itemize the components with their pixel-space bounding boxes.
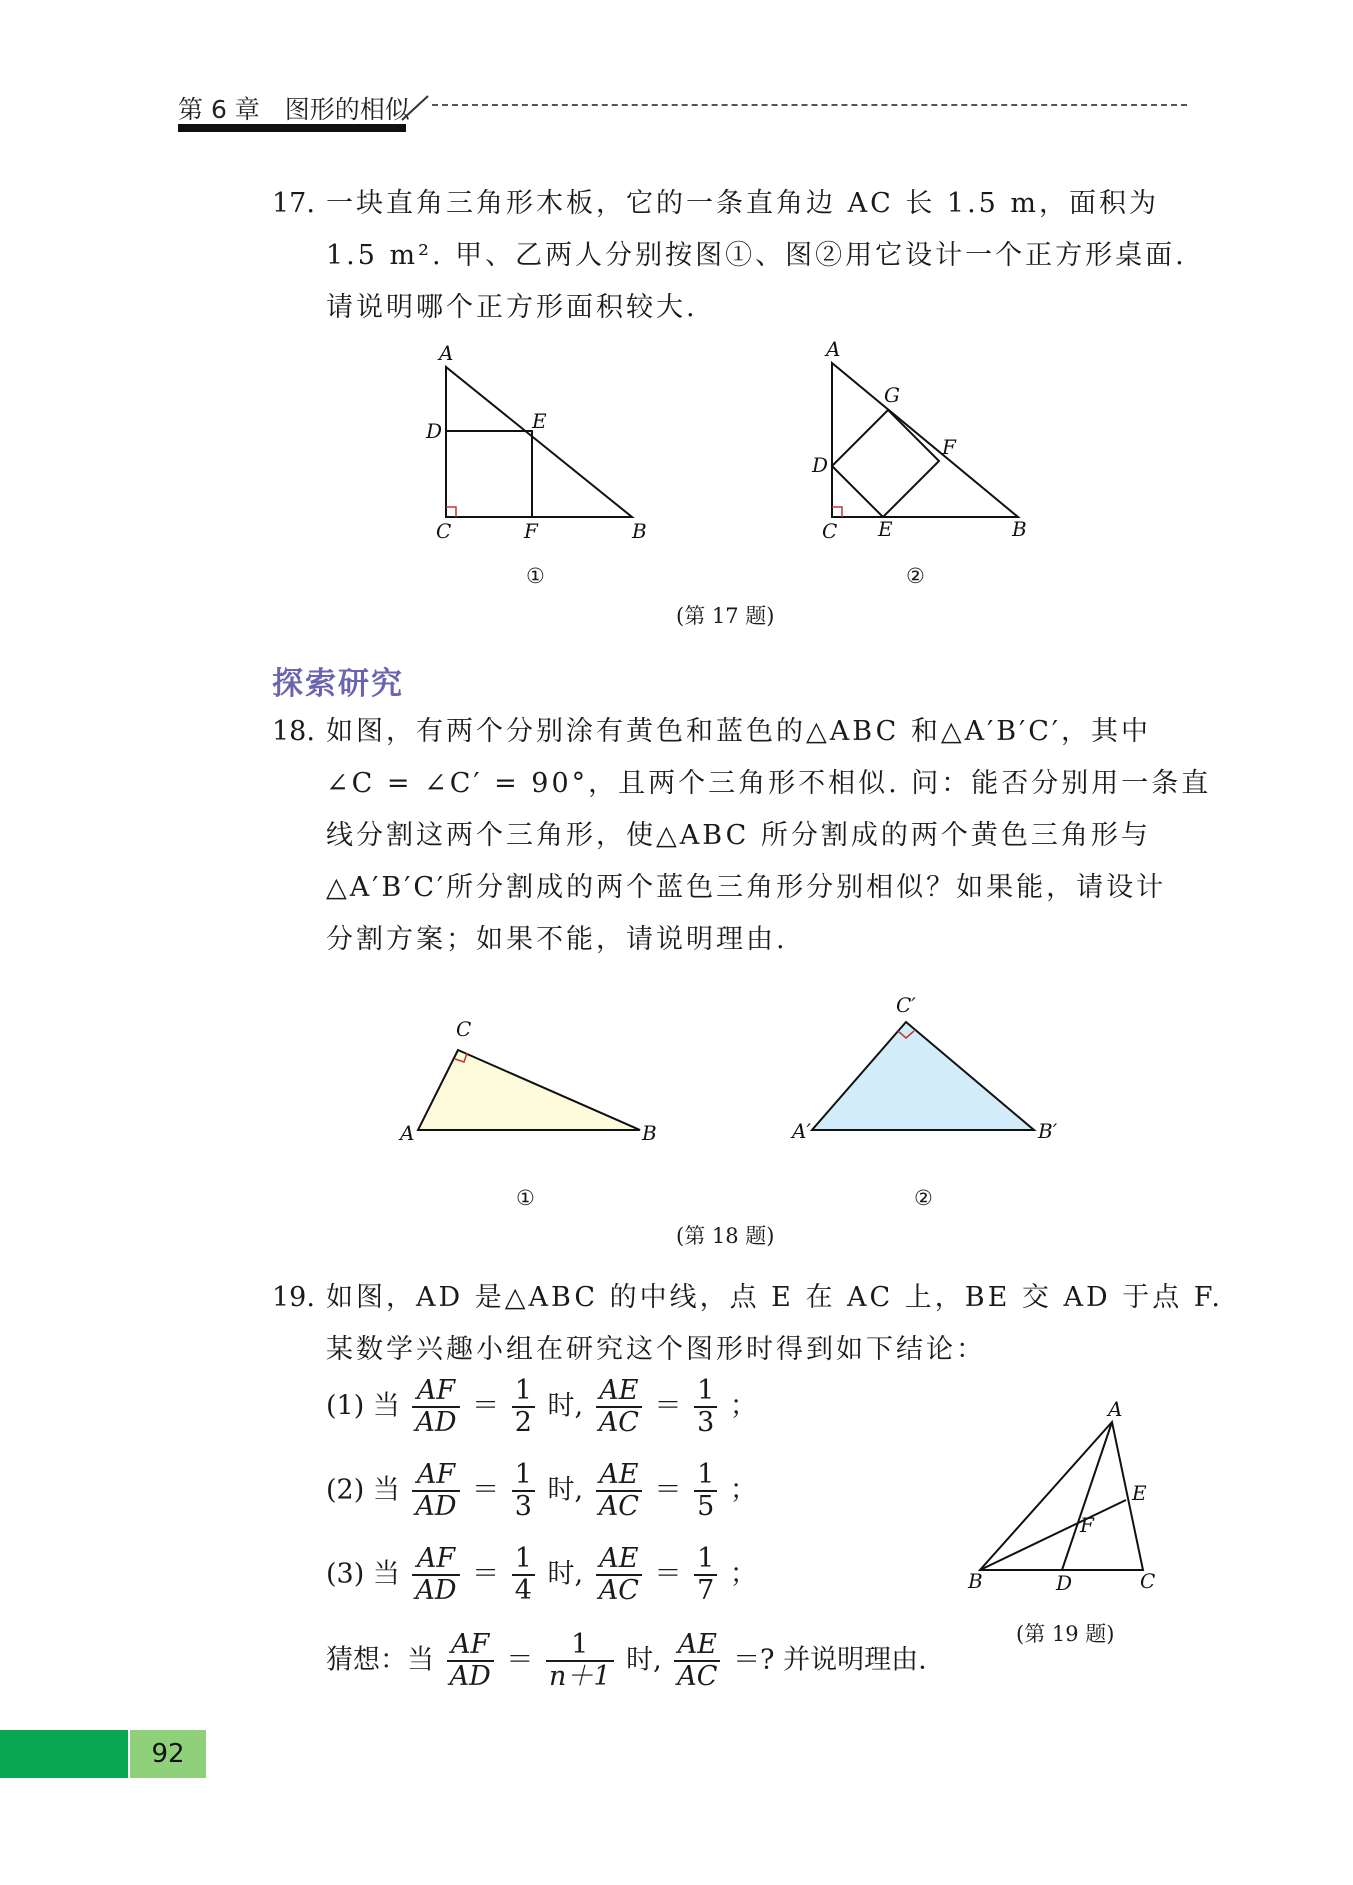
frac-den: 7 [697,1575,715,1606]
q17-figure-1-label: ① [526,564,545,588]
q18-figure-1 [392,1006,672,1156]
frac-den: 2 [514,1407,532,1438]
point-label: C [1140,1569,1156,1593]
frac-den: 3 [697,1407,715,1438]
q17-number: 17. [272,188,315,219]
frac-den: AD [415,1407,457,1438]
frac-den: AC [598,1491,639,1522]
point-label: D [812,453,829,477]
section-heading: 探索研究 [272,666,404,702]
point-label: E [1132,1481,1147,1505]
q17-line1: 一块直角三角形木板，它的一条直角边 AC 长 1.5 m，面积为 [326,188,1160,219]
case-mid: 时, [547,1474,584,1506]
blue-triangle [812,1022,1034,1130]
frac-num: 1 [694,1460,717,1492]
point-label: B [642,1121,657,1145]
case-label: (2) 当 [326,1474,400,1506]
q19-figure [960,1400,1170,1600]
q19-number: 19. [272,1282,315,1313]
yellow-triangle [418,1050,640,1130]
square-defc [446,431,532,517]
case-end: ； [729,1390,757,1422]
q18-line3: 线分割这两个三角形，使△ABC 所分割成的两个黄色三角形与 [326,820,1151,851]
point-label: A [400,1121,415,1145]
q17-line2: 1.5 m². 甲、乙两人分别按图①、图②用它设计一个正方形桌面. [326,240,1187,271]
frac-num: 1 [546,1630,614,1662]
frac-den: n＋1 [548,1661,611,1692]
q17-figure-2 [806,340,1046,540]
case-label: (1) 当 [326,1390,400,1422]
q17-figure-1 [420,340,660,540]
square-defg [832,410,939,517]
point-label: F [1080,1513,1094,1537]
point-label: A [1108,1400,1123,1421]
point-label: C [822,519,838,540]
frac-den: AD [415,1491,457,1522]
frac-num: AE [596,1460,642,1492]
guess-end: ＝? 并说明理由. [733,1644,927,1676]
guess-mid: 时, [626,1644,662,1676]
frac-num: 1 [694,1544,717,1576]
point-label: C [456,1017,472,1041]
q18-figure-2-label: ② [914,1186,933,1210]
frac-den: 4 [514,1575,532,1606]
frac-num: AE [596,1544,642,1576]
point-label: F [524,519,538,540]
q18-caption: (第 18 题) [676,1224,775,1248]
frac-num: AE [596,1376,642,1408]
case-mid: 时, [547,1390,584,1422]
segment-be [980,1500,1126,1570]
frac-den: AD [415,1575,457,1606]
frac-den: 3 [514,1491,532,1522]
frac-num: AF [447,1630,494,1662]
point-label: C [436,519,452,540]
triangle-abc [980,1422,1143,1570]
q18-line1: 如图，有两个分别涂有黄色和蓝色的△ABC 和△A′B′C′，其中 [326,716,1151,747]
frac-num: 1 [512,1544,535,1576]
page-number-bar [0,1730,128,1778]
q18-line2: ∠C = ∠C′ = 90°，且两个三角形不相似. 问：能否分别用一条直 [326,768,1212,799]
header-underline-bar [178,124,406,132]
frac-den: AC [598,1575,639,1606]
right-angle-mark [832,507,842,517]
frac-num: AE [674,1630,720,1662]
point-label: B′ [1038,1119,1058,1143]
q18-figure-1-label: ① [516,1186,535,1210]
point-label: D [1056,1571,1073,1595]
page-number: 92 [151,1739,185,1769]
point-label: E [532,409,547,433]
q19-line1: 如图，AD 是△ABC 的中线，点 E 在 AC 上，BE 交 AD 于点 F. [326,1282,1223,1313]
q17-caption: (第 17 题) [676,604,775,628]
q19-case-1: (1) 当 $\frac{AF}{AD}$ ＝ $\frac{1}{2}$ 时, $\frac{AE}{AC}$ ＝ $\frac{1}{3}$ ； [326,1375,757,1438]
q19-caption: (第 19 题) [1016,1622,1115,1646]
point-label: G [884,383,900,407]
point-label: B [1012,517,1027,540]
q19-case-3: (3) 当 $\frac{AF}{AD}$ ＝ $\frac{1}{4}$ 时, $\frac{AE}{AC}$ ＝ $\frac{1}{7}$ ； [326,1543,757,1606]
q18-number: 18. [272,716,315,747]
chapter-header: 第 6 章 图形的相似 [178,95,410,124]
frac-num: 1 [512,1376,535,1408]
frac-den: AD [449,1661,491,1692]
q19-conjecture: 猜想：当 $\frac{AF}{AD}$ ＝ $\frac{1}{n+1}$ 时, $\frac{AE}{AC}$ ＝? 并说明理由. [326,1629,927,1692]
median-ad [1062,1422,1112,1570]
point-label: A [826,340,841,361]
frac-num: AF [412,1544,459,1576]
q17-line3: 请说明哪个正方形面积较大. [326,292,698,323]
frac-num: 1 [694,1376,717,1408]
frac-num: 1 [512,1460,535,1492]
frac-den: AC [598,1407,639,1438]
header-dashed-rule [432,104,1187,106]
guess-label: 猜想：当 [326,1644,434,1676]
point-label: B [968,1569,983,1593]
point-label: B [632,519,647,540]
point-label: A′ [792,1119,811,1143]
point-label: E [878,517,893,540]
q18-line5: 分割方案；如果不能，请说明理由. [326,924,788,955]
case-label: (3) 当 [326,1558,400,1590]
point-label: F [942,435,956,459]
frac-den: AC [677,1661,718,1692]
frac-num: AF [412,1460,459,1492]
right-angle-mark [446,507,456,517]
case-end: ； [729,1558,757,1590]
header-slash [398,92,432,122]
case-mid: 时, [547,1558,584,1590]
frac-den: 5 [697,1491,715,1522]
q18-figure-2 [776,990,1076,1150]
case-end: ； [729,1474,757,1506]
q17-figure-2-label: ② [906,564,925,588]
frac-num: AF [412,1376,459,1408]
point-label: D [426,419,443,443]
q18-line4: △A′B′C′所分割成的两个蓝色三角形分别相似？如果能，请设计 [326,872,1167,903]
q19-line2: 某数学兴趣小组在研究这个图形时得到如下结论： [326,1334,986,1365]
point-label: C′ [896,993,916,1017]
triangle-abc [446,367,632,517]
q19-case-2: (2) 当 $\frac{AF}{AD}$ ＝ $\frac{1}{3}$ 时, $\frac{AE}{AC}$ ＝ $\frac{1}{5}$ ； [326,1459,757,1522]
point-label: A [439,341,454,365]
